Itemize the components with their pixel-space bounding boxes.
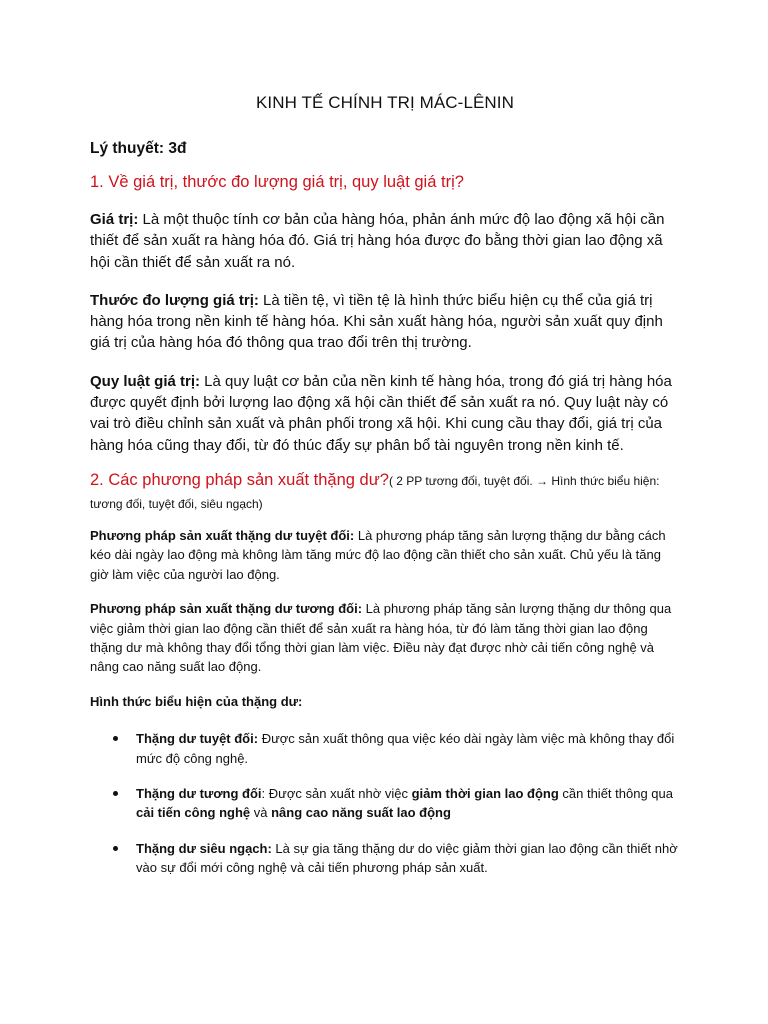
definition-text: Là một thuộc tính cơ bản của hàng hóa, phản ánh mức độ lao động xã hội cần thiết để sản xuất ra hàng hóa đó. Giá trị hàng hóa được đo bằng thời gian lao động xã hội cần thiết để sản xuất ra nó. (90, 211, 665, 271)
form-text: Là sự gia tăng thặng dư do việc giảm thời gian lao động cần thiết nhờ vào sự đổi mới công nghệ và cải tiến phương pháp sản xuất. (136, 840, 678, 876)
question-2-heading (90, 469, 680, 515)
definition-measure (90, 290, 680, 354)
question-2-title: 2. Các phương pháp sản xuất thặng dư? (90, 470, 389, 489)
form-emphasis: giảm thời gian lao động (411, 786, 559, 802)
method-relative (90, 599, 680, 677)
method-term: Phương pháp sản xuất thặng dư tuyệt đối: (90, 527, 355, 543)
definition-text: Là quy luật cơ bản của nền kinh tế hàng hóa, trong đó giá trị hàng hóa được quyết định bởi lượng lao động xã hội cần thiết để sản xuất ra nó. Quy luật này có vai trò điều chỉnh sản xuất và phân phối trong xã hội. Khi cung cầu thay đổi, giá trị của hàng hóa cũng thay đổi, từ đó thúc đẩy sự phân bổ tài nguyên trong nền kinh tế. (90, 372, 672, 454)
definition-law (90, 371, 680, 456)
forms-list (90, 729, 680, 877)
definition-term: Quy luật giá trị: (90, 372, 201, 390)
form-term: Thặng dư tuyệt đối: (136, 731, 259, 747)
definition-term: Giá trị: (90, 211, 139, 228)
method-text: Là phương pháp tăng sản lượng thặng dư thông qua việc giảm thời gian lao động cần thiết để sản xuất ra hàng hóa, từ đó làm tăng thời gian lao động thặng dư mà không thay đổi tổng thời gian làm việc. Điều này đạt được nhờ cải tiến công nghệ và nâng cao năng suất lao động. (90, 601, 672, 675)
definition-value (90, 209, 680, 273)
list-item (90, 839, 680, 878)
method-text: Là phương pháp tăng sản lượng thặng dư bằng cách kéo dài ngày lao động mà không làm tăng mức độ lao động cần thiết cho sản xuất. Chủ yếu là tăng giờ làm việc của người lao động. (90, 527, 666, 582)
method-absolute (90, 526, 680, 584)
form-emphasis: cải tiến công nghệ (136, 805, 251, 821)
form-text: và (250, 805, 272, 821)
bullet-icon (113, 736, 118, 741)
bullet-icon (113, 791, 118, 796)
form-text: : Được sản xuất nhờ việc (261, 786, 412, 802)
document-title: KINH TẾ CHÍNH TRỊ MÁC-LÊNIN (255, 93, 515, 112)
question-1-heading: 1. Về giá trị, thước đo lượng giá trị, quy luật giá trị? (90, 173, 464, 191)
forms-heading: Hình thức biểu hiện của thặng dư: (90, 693, 303, 709)
definition-text: Là tiền tệ, vì tiền tệ là hình thức biểu hiện cụ thể của giá trị hàng hóa trong nền kinh tế hàng hóa. Khi sản xuất hàng hóa, người sản xuất quy định giá trị của hàng hóa đó thông qua trao đổi trên thị trường. (90, 291, 663, 352)
list-item (90, 729, 680, 768)
form-emphasis: nâng cao năng suất lao động (271, 805, 451, 821)
question-2-note: ( 2 PP tương đối, tuyệt đối. → Hình thức biểu hiện: tương đối, tuyệt đối, siêu ngạch) (90, 473, 660, 511)
section-subtitle: Lý thuyết: 3đ (90, 140, 187, 157)
form-text: cần thiết thông qua (558, 786, 673, 802)
list-item (90, 784, 680, 823)
form-term: Thặng dư tương đối (136, 786, 262, 802)
form-text: Được sản xuất thông qua việc kéo dài ngày làm việc mà không thay đổi mức độ công nghệ. (136, 731, 675, 766)
bullet-icon (113, 846, 118, 851)
definition-term: Thước đo lượng giá trị: (90, 291, 259, 309)
method-term: Phương pháp sản xuất thặng dư tương đối: (90, 601, 363, 617)
form-term: Thặng dư siêu ngạch: (136, 840, 272, 856)
